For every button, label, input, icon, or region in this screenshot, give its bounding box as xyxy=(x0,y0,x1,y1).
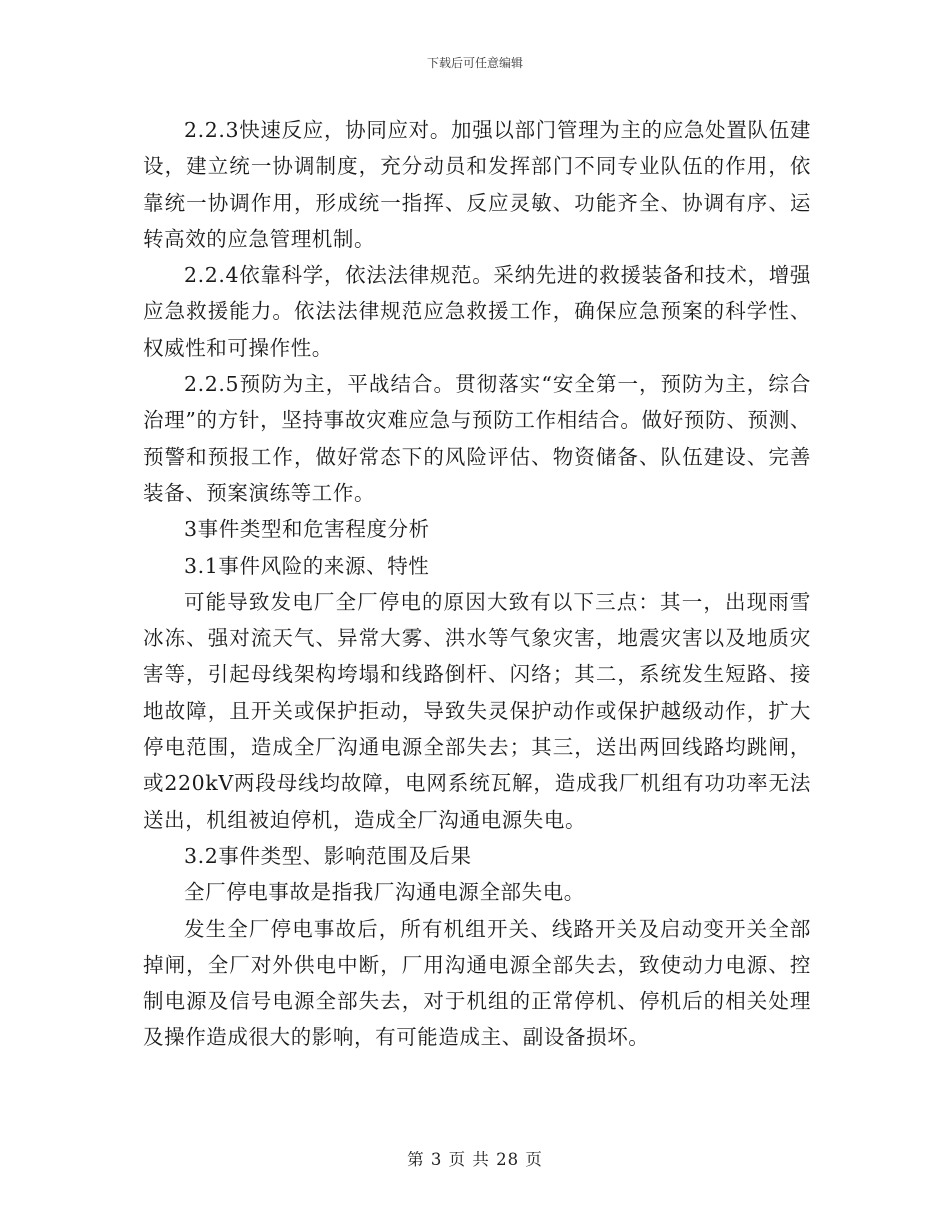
paragraph-3-2-consequences: 发生全厂停电事故后，所有机组开关、线路开关及启动变开关全部掉闸，全厂对外供电中断，厂用沟通电源全部失去，致使动力电源、控制电源及信号电源全部失去，对于机组的正常停机、停机后的相关处理及操作造成很大的影响，有可能造成主、副设备损坏。 xyxy=(143,916,811,1050)
paragraph-3-1-body: 可能导致发电厂全厂停电的原因大致有以下三点：其一，出现雨雪冰冻、强对流天气、异常大雾、洪水等气象灾害，地震灾害以及地质灾害等，引起母线架构垮塌和线路倒杆、闪络；其二，系统发生短路、接地故障，且开关或保护拒动，导致失灵保护动作或保护越级动作，扩大停电范围，造成全厂沟通电源全部失去；其三，送出两回线路均跳闸，或220kV两段母线均故障，电网系统瓦解，造成我厂机组有功功率无法送出，机组被迫停机，造成全厂沟通电源失电。 xyxy=(143,589,811,832)
paragraph-3-2-definition: 全厂停电事故是指我厂沟通电源全部失电。 xyxy=(184,880,585,905)
paragraph-2-2-5: 2.2.5预防为主，平战结合。贯彻落实“安全第一，预防为主，综合治理”的方针，坚持事故灾难应急与预防工作相结合。做好预防、预测、预警和预报工作，做好常态下的风险评估、物资储备、队伍建设、完善装备、预案演练等工作。 xyxy=(143,372,811,505)
section-heading-3-2: 3.2事件类型、影响范围及后果 xyxy=(184,843,472,868)
section-heading-3: 3事件类型和危害程度分析 xyxy=(184,517,430,542)
page-footer: 第 3 页 共 28 页 xyxy=(407,1150,543,1169)
paragraph-2-2-4: 2.2.4依靠科学，依法法律规范。采纳先进的救援装备和技术，增强应急救援能力。依法法律规范应急救援工作，确保应急预案的科学性、权威性和可操作性。 xyxy=(143,263,811,360)
paragraph-2-2-3: 2.2.3快速反应，协同应对。加强以部门管理为主的应急处置队伍建设，建立统一协调制度，充分动员和发挥部门不同专业队伍的作用，依靠统一协调作用，形成统一指挥、反应灵敏、功能齐全、协调有序、运转高效的应急管理机制。 xyxy=(143,118,811,251)
page-header: 下载后可任意编辑 xyxy=(426,56,523,70)
section-heading-3-1: 3.1事件风险的来源、特性 xyxy=(184,553,430,578)
document-body xyxy=(143,112,811,1056)
